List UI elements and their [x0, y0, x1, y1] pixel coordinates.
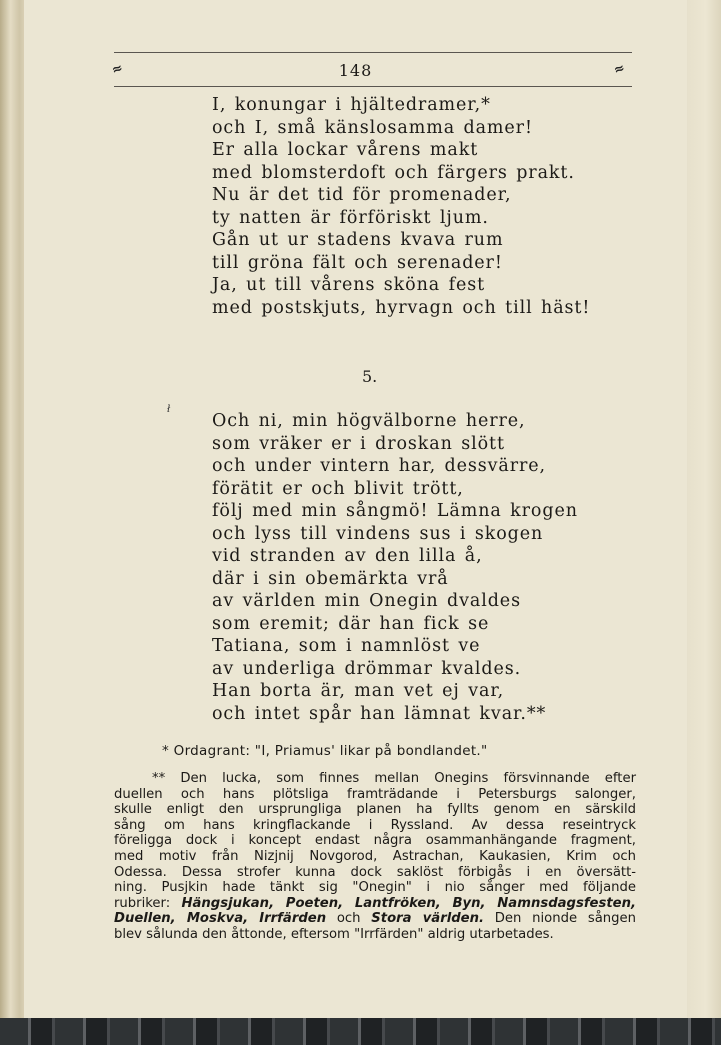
footnote-2 — [114, 771, 636, 943]
header-rule-bottom — [114, 86, 632, 87]
verse-line: med blomsterdoft och färgers prakt. — [212, 162, 575, 183]
verse-line: Ja, ut till vårens sköna fest — [212, 275, 486, 295]
verse-line: Nu är det tid för promenader, — [212, 185, 512, 205]
footnote-text: Den nionde sången — [484, 911, 636, 927]
verse-line: Och ni, min högvälborne herre, — [212, 411, 526, 431]
verse-line: vid stranden av den lilla å, — [212, 546, 483, 566]
verse-line: som eremit; där han fick se — [212, 613, 490, 634]
verse-line: och I, små känslosamma damer! — [212, 117, 533, 138]
footnote-text: rubriker: — [114, 895, 182, 911]
footnote-text: och — [326, 911, 372, 927]
verse-line: och under vintern har, dessvärre, — [212, 456, 547, 476]
table-surface-strip — [0, 1018, 721, 1045]
margin-mark: ł — [167, 404, 171, 415]
footnote-line: Odessa. Dessa strofer kunna dock saklöst förbigås i en översätt- — [114, 864, 636, 880]
footnote-line: ning. Pusjkin hade tänkt sig "Onegin" i nio sånger med följande — [114, 880, 636, 896]
footnote-line: föreligga dock i koncept endast några osammanhängande fragment, — [114, 833, 636, 849]
footnote-1: * Ordagrant: "I, Priamus' likar på bondlandet." — [162, 743, 488, 759]
verse-line: av underliga drömmar kvaldes. — [212, 658, 522, 679]
footnote-italic-titles: Hängsjukan, Poeten, Lantfröken, Byn, Namnsdagsfesten, — [181, 895, 636, 911]
verse-line: till gröna fält och serenader! — [212, 252, 503, 273]
verse-line: Gån ut ur stadens kvava rum — [212, 230, 504, 250]
stanza-1 — [212, 94, 590, 319]
header-rule-top — [114, 52, 632, 53]
verse-line: där i sin obemärkta vrå — [212, 568, 449, 589]
verse-line: Han borta är, man vet ej var, — [212, 681, 505, 701]
verse-line: förätit er och blivit trött, — [212, 478, 464, 499]
footnote-line: sång om hans kringflackande i Ryssland. Av dessa reseintryck — [114, 817, 636, 833]
verse-line: ty natten är förföriskt ljum. — [212, 207, 489, 228]
footnote-line: skulle enligt den ursprungliga planen ha fyllts genom en särskild — [114, 802, 636, 818]
right-ornament-icon: ≈ — [611, 60, 628, 79]
section-number: 5. — [362, 367, 378, 386]
stanza-2 — [212, 410, 578, 725]
verse-line: och intet spår han lämnat kvar.** — [212, 703, 547, 724]
left-ornament-icon: ≈ — [109, 60, 126, 79]
verse-line: av världen min Onegin dvaldes — [212, 591, 521, 611]
verse-line: och lyss till vindens sus i skogen — [212, 523, 544, 544]
verse-line: Er alla lockar vårens makt — [212, 140, 479, 160]
footnote-italic-titles: Stora världen. — [371, 911, 485, 927]
footnote-line: ** Den lucka, som finnes mellan Onegins försvinnande efter — [152, 771, 636, 786]
verse-line: Tatiana, som i namnlöst ve — [212, 636, 481, 656]
verse-line: följ med min sångmö! Lämna krogen — [212, 501, 578, 521]
verse-line: I, konungar i hjältedramer,* — [212, 95, 491, 115]
footnote-italic-titles: Duellen, Moskva, Irrfärden — [114, 911, 327, 927]
page-number: 148 — [338, 61, 373, 80]
verse-line: som vräker er i droskan slött — [212, 433, 505, 454]
footnote-line: blev sålunda den åttonde, eftersom "Irrfärden" aldrig utarbetades. — [114, 926, 554, 942]
footnote-line — [114, 911, 636, 927]
facing-page-edge — [683, 0, 721, 1020]
book-spine-edge — [0, 0, 26, 1020]
verse-line: med postskjuts, hyrvagn och till häst! — [212, 297, 591, 318]
footnote-line: med motiv från Nizjnij Novgorod, Astrachan, Kaukasien, Krim och — [114, 848, 636, 864]
footnote-line: duellen och hans plötsliga framträdande i Petersburgs salonger, — [114, 786, 636, 802]
book-page — [24, 0, 687, 1022]
footnote-line — [114, 896, 636, 912]
